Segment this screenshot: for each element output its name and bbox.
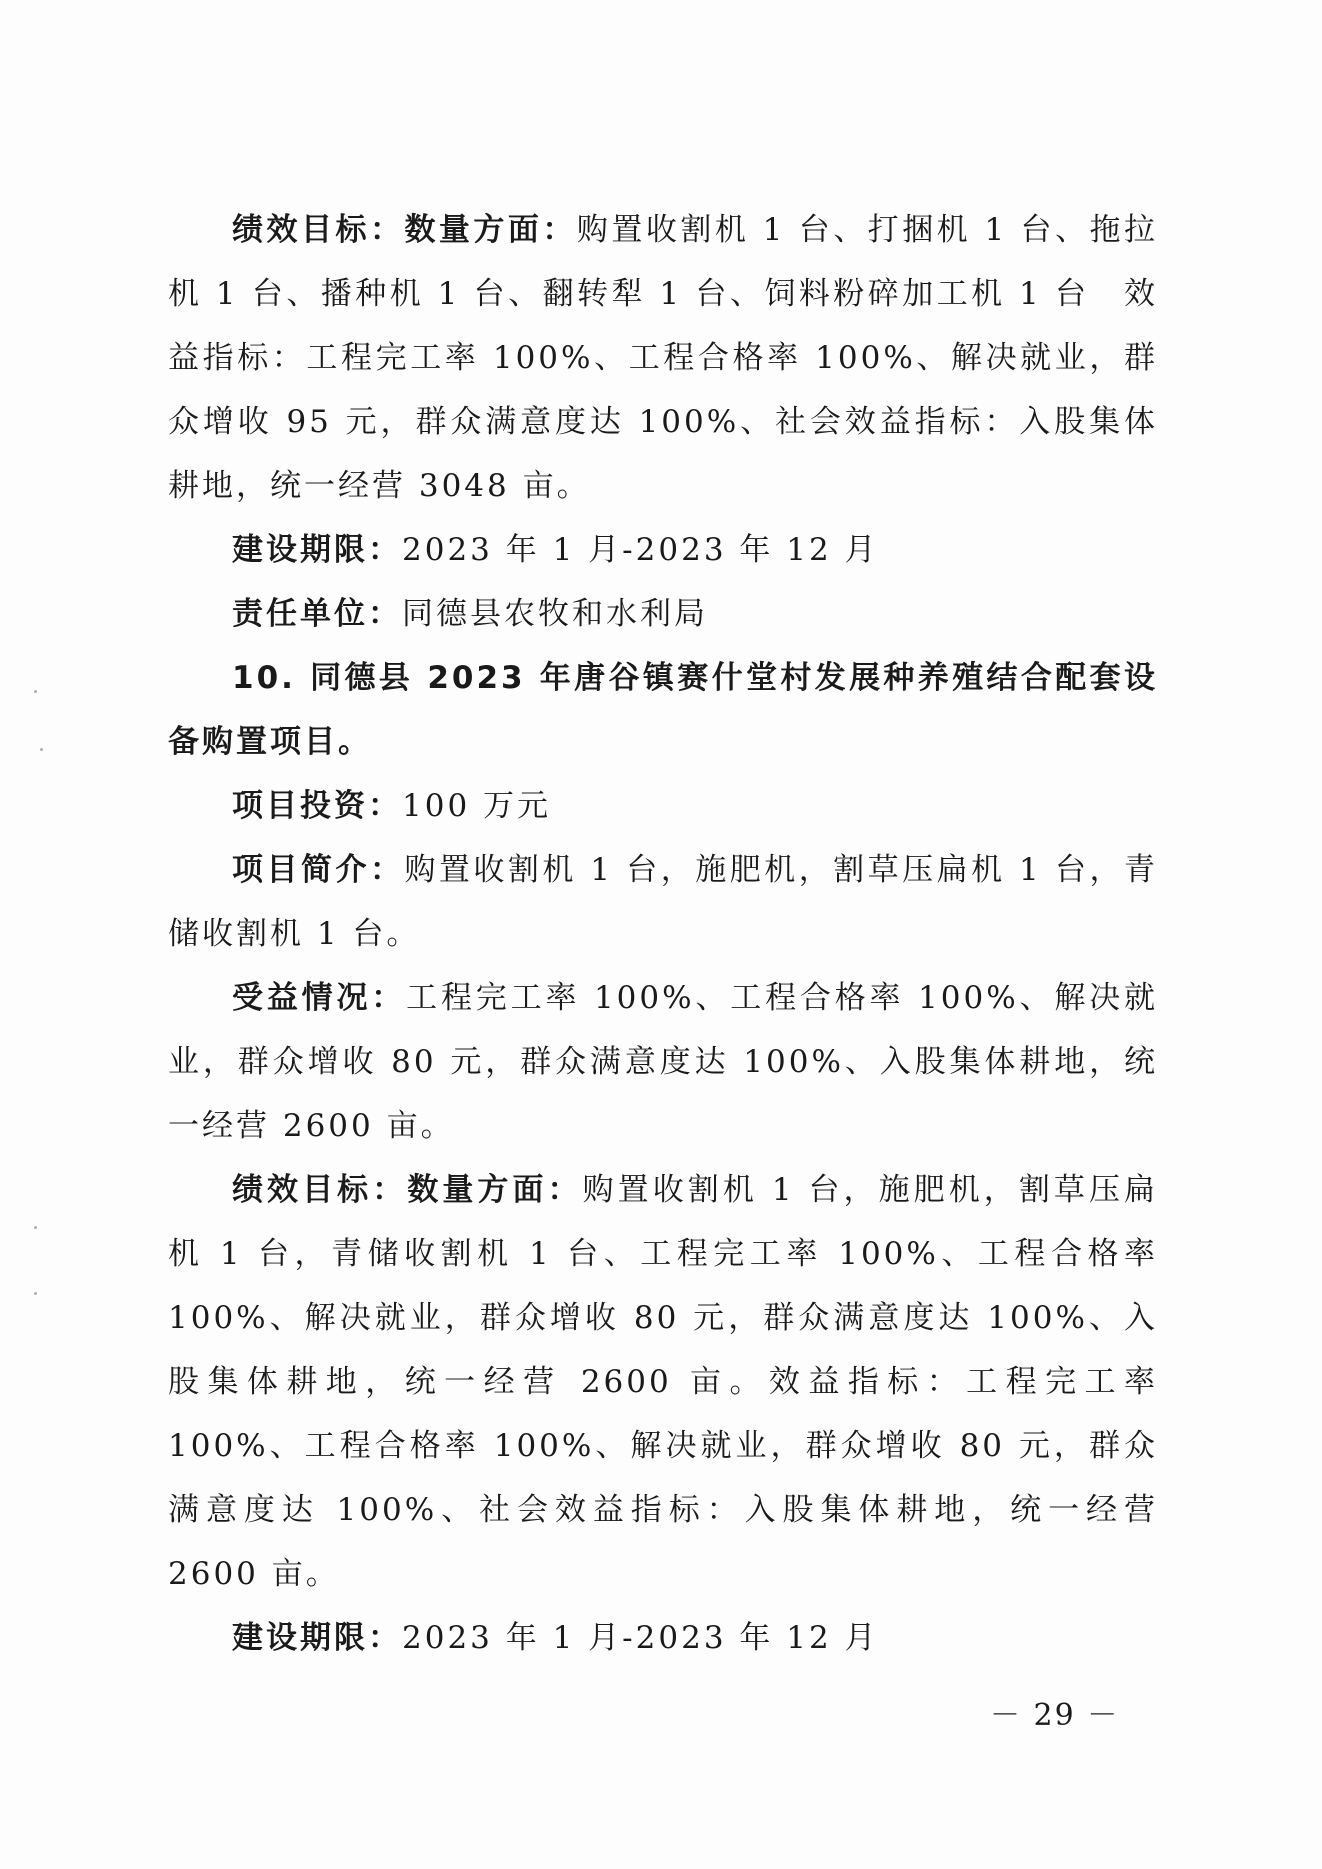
performance-target-paragraph-2 bbox=[168, 1158, 1158, 1606]
paragraph-label: 绩效目标： bbox=[232, 1172, 408, 1208]
paragraph-label: 绩效目标： bbox=[232, 212, 405, 248]
paragraph-label: 责任单位： bbox=[232, 596, 402, 632]
paragraph-label: 项目简介： bbox=[232, 852, 405, 888]
section-top bbox=[168, 198, 1158, 1670]
benefit-paragraph bbox=[168, 966, 1158, 1158]
paragraph-sublabel: 数量方面： bbox=[407, 1172, 583, 1208]
construction-period-paragraph-2 bbox=[168, 1606, 1158, 1670]
scan-speck bbox=[34, 1292, 37, 1295]
performance-target-paragraph bbox=[168, 198, 1158, 518]
scan-speck bbox=[34, 690, 37, 693]
paragraph-sublabel: 数量方面： bbox=[404, 212, 577, 248]
project-investment-paragraph bbox=[168, 774, 1158, 838]
paragraph-text: 购置收割机 1 台、打捆机 1 台、拖拉机 1 台、播种机 1 台、翻转犁 1 台、饲料粉碎加工机 1 台 效益指标：工程完工率 100%、工程合格率 100%、解决就业，群众增收 95 元，群众满意度达 100%、社会效益指标：入股集体耕地，统一经营 3048 亩。 bbox=[168, 212, 1158, 504]
construction-period-paragraph bbox=[168, 518, 1158, 582]
scan-speck bbox=[40, 748, 43, 751]
section-title: 10. 同德县 2023 年唐谷镇赛什堂村发展种养殖结合配套设备购置项目。 bbox=[168, 660, 1158, 760]
paragraph-label: 建设期限： bbox=[232, 1620, 402, 1656]
page-number: － 29 － bbox=[990, 1698, 1120, 1733]
scan-speck bbox=[34, 1226, 37, 1229]
paragraph-text: 购置收割机 1 台，施肥机，割草压扁机 1 台，青储收割机 1 台、工程完工率 100%、工程合格率 100%、解决就业，群众增收 80 元，群众满意度达 100%、入股集体耕地，统一经营 2600 亩。效益指标：工程完工率 100%、工程合格率 100%、解决就业，群众增收 80 元，群众满意度达 100%、社会效益指标：入股集体耕地，统一经营 2600 亩。 bbox=[168, 1172, 1159, 1592]
paragraph-text: 购置收割机 1 台，施肥机，割草压扁机 1 台，青储收割机 1 台。 bbox=[168, 852, 1158, 952]
paragraph-text: 2023 年 1 月-2023 年 12 月 bbox=[402, 532, 879, 568]
paragraph-text: 同德县农牧和水利局 bbox=[402, 596, 708, 632]
project-summary-paragraph bbox=[168, 838, 1158, 966]
paragraph-text: 100 万元 bbox=[402, 788, 552, 824]
responsible-unit-paragraph bbox=[168, 582, 1158, 646]
paragraph-text: 工程完工率 100%、工程合格率 100%、解决就业，群众增收 80 元，群众满意度达 100%、入股集体耕地，统一经营 2600 亩。 bbox=[168, 980, 1158, 1144]
paragraph-text: 2023 年 1 月-2023 年 12 月 bbox=[402, 1620, 879, 1656]
paragraph-label: 受益情况： bbox=[232, 980, 407, 1016]
paragraph-label: 项目投资： bbox=[232, 788, 402, 824]
paragraph-label: 建设期限： bbox=[232, 532, 402, 568]
